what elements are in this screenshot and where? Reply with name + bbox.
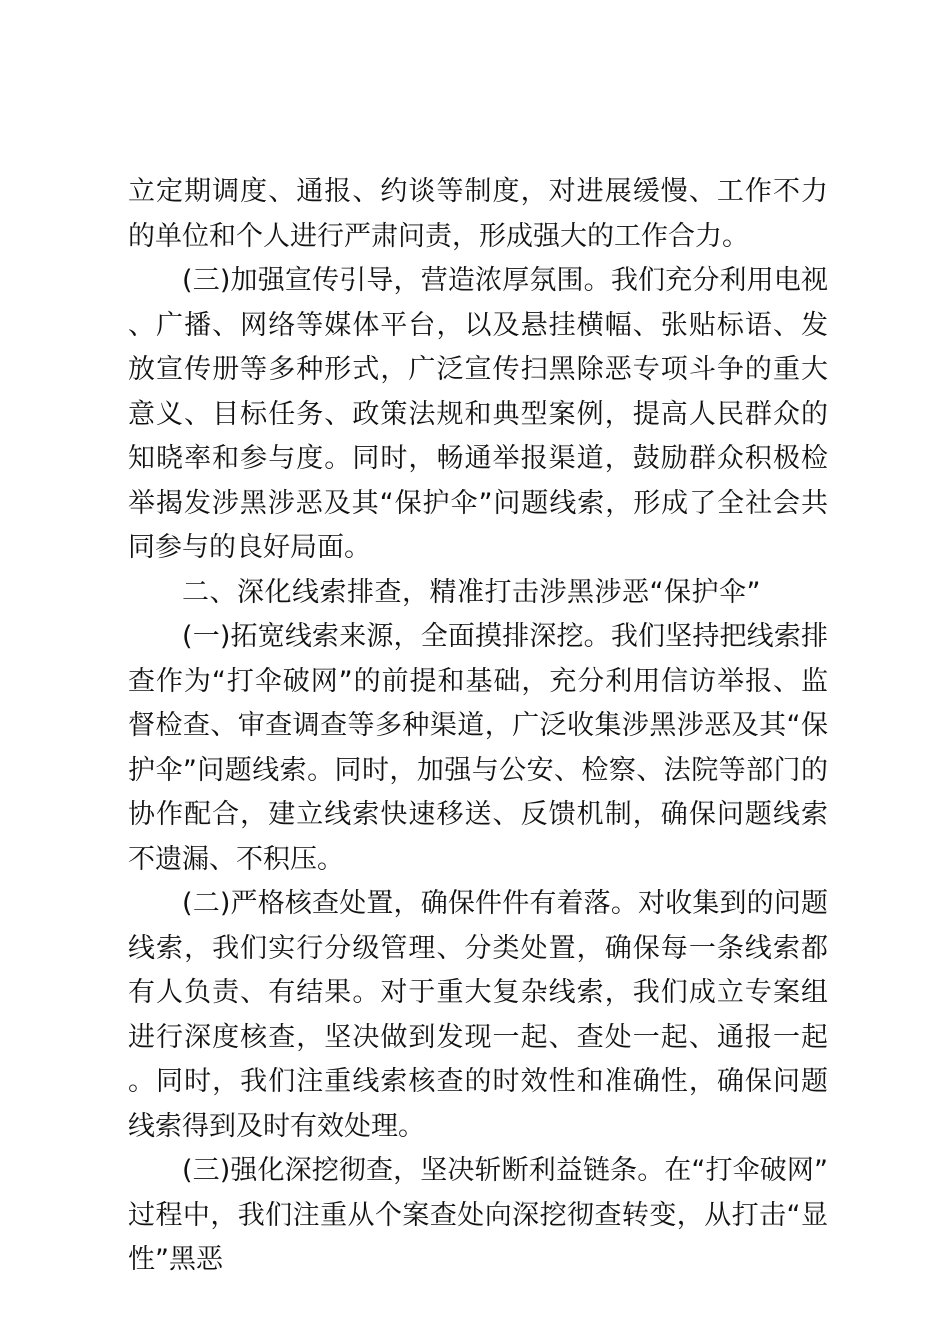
paragraph-deep-investigation: (三)强化深挖彻查，坚决斩断利益链条。在“打伞破网”过程中，我们注重从个案查处向深挖彻查转变，从打击“显性”黑恶 [128,1155,828,1275]
paragraph-publicity: (三)加强宣传引导，营造浓厚氛围。我们充分利用电视、广播、网络等媒体平台，以及悬挂横幅、张贴标语、发放宣传册等多种形式，广泛宣传扫黑除恶专项斗争的重大意义、目标任务、政策法规和典型案例，提高人民群众的知晓率和参与度。同时，畅通举报渠道，鼓励群众积极检举揭发涉黑涉恶及其“保护伞”问题线索，形成了全社会共同参与的良好局面。 [128,265,828,563]
paragraph-continuation: 立定期调度、通报、约谈等制度，对进展缓慢、工作不力的单位和个人进行严肃问责，形成强大的工作合力。 [128,176,828,252]
paragraph-clue-sources: (一)拓宽线索来源，全面摸排深挖。我们坚持把线索排查作为“打伞破网”的前提和基础，充分利用信访举报、监督检查、审查调查等多种渠道，广泛收集涉黑涉恶及其“保护伞”问题线索。同时，加强与公安、检察、法院等部门的协作配合，建立线索快速移送、反馈机制，确保问题线索不遗漏、不积压。 [128,621,828,875]
document-body [128,170,828,1283]
paragraph-verification: (二)严格核查处置，确保件件有着落。对收集到的问题线索，我们实行分级管理、分类处置，确保每一条线索都有人负责、有结果。对于重大复杂线索，我们成立专案组进行深度核查，坚决做到发现一起、查处一起、通报一起。同时，我们注重线索核查的时效性和准确性，确保问题线索得到及时有效处理。 [128,888,828,1142]
section-heading-2: 二、深化线索排查，精准打击涉黑涉恶“保护伞” [182,576,761,608]
